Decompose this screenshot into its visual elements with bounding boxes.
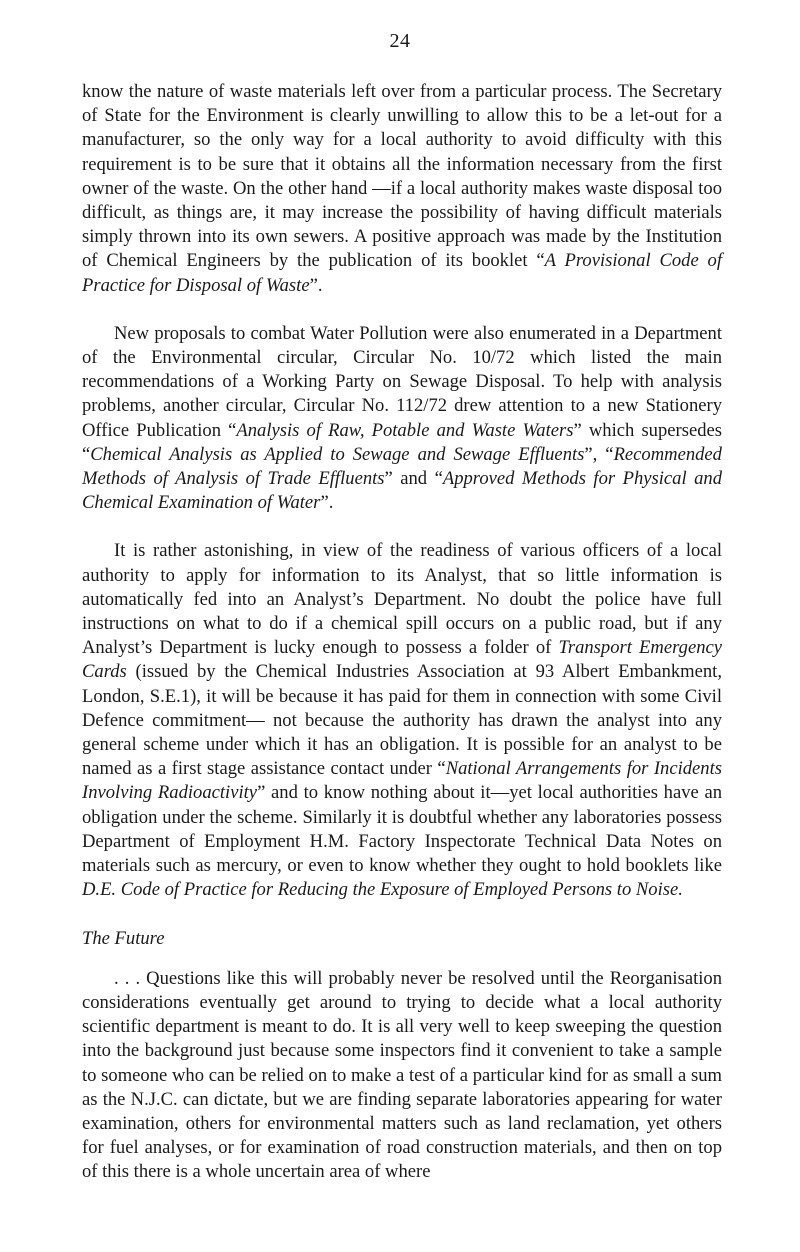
text-run: It is rather astonishing, in view of the readiness of various officers of a local authority to apply for information to its Analyst, that so little information is automatically fed into an Analyst’s Department. No doubt the police have full instructions on what to do if a chemical spill occurs on a public road, but if any Analyst’s Department is lucky enough to possess a folder of bbox=[82, 540, 722, 659]
text-run: . . . Questions like this will probably never be resolved until the Reorganisation considerations eventually get around to trying to decide what a local authority scientific department is meant to do. It is all very well to keep sweeping the question into the background just because some inspectors find it convenient to take a sample to someone who can be relied on to make a test of a particular kind for as small a sum as the N.J.C. can dictate, but we are finding separate laboratories appearing for water examination, others for environmental matters such as land reclamation, yet others for fuel analyses, or for examination of road construction materials, and then on top of this there is a whole uncertain area of where bbox=[82, 967, 722, 1183]
body-text bbox=[82, 80, 722, 1185]
text-run: ”. bbox=[309, 274, 323, 296]
paragraph-1 bbox=[82, 80, 722, 298]
paragraph-4 bbox=[82, 967, 722, 1185]
italic-title: A Provisional Code of Practice for Disposal of Waste bbox=[82, 250, 722, 296]
text-run: ”, “ bbox=[584, 443, 614, 465]
paragraph-3 bbox=[82, 539, 722, 902]
text-run: know the nature of waste materials left over from a particular process. The Secretary of State for the Environment is clearly unwilling to allow this to be a let-out for a manufacturer, so the only way for a local authority to avoid difficulty with this requirement is to be sure that it obtains all the information necessary from the first owner of the waste. On the other hand —if a local authority makes waste disposal too difficult, as things are, it may increase the possibility of having difficult materials simply thrown into its own sewers. A positive approach was made by the Institution of Chemical Engineers by the publication of its booklet “ bbox=[82, 81, 722, 272]
text-run: ” and to know nothing about it—yet local authorities have an obligation under the scheme. Similarly it is doubtful whether any laboratories possess Department of Employment H.M. Factory Inspectorate Technical Data Notes on materials such as mercury, or even to know whether they ought to hold booklets like bbox=[82, 782, 723, 877]
italic-title: Analysis of Raw, Potable and Waste Waters bbox=[236, 419, 574, 441]
page-number: 24 bbox=[389, 30, 411, 52]
paragraph-2 bbox=[82, 322, 722, 516]
italic-title: Chemical Analysis as Applied to Sewage and Sewage Effluents bbox=[90, 443, 585, 465]
text-run: ” and “ bbox=[384, 468, 443, 490]
italic-title: Approved Methods for Physical and Chemical Examination of Water bbox=[82, 468, 722, 514]
text-run: ” which supersedes “ bbox=[82, 419, 722, 465]
text-run: ”. bbox=[320, 492, 334, 514]
italic-title: Transport Emergency Cards bbox=[82, 637, 722, 683]
italic-title: D.E. Code of Practice for Reducing the Exposure of Employed Persons to Noise. bbox=[82, 879, 683, 901]
text-run: New proposals to combat Water Pollution were also enumerated in a Department of the Environmental circular, Circular No. 10/72 which listed the main recommendations of a Working Party on Sewage Disposal. To help with analysis problems, another circular, Circular No. 112/72 drew attention to a new Stationery Office Publication “ bbox=[82, 322, 722, 441]
italic-title: Recommended Methods of Analysis of Trade Effluents bbox=[82, 443, 722, 490]
italic-title: National Arrangements for Incidents Involving Radioactivity bbox=[82, 758, 722, 804]
section-heading: The Future bbox=[82, 927, 165, 949]
text-run: (issued by the Chemical Industries Association at 93 Albert Embankment, London, S.E.1), it will be because it has paid for them in connection with some Civil Defence commitment— not because the authority has drawn the analyst into any general scheme under which it has an obligation. It is possible for an analyst to be named as a first stage assistance contact under “ bbox=[82, 661, 722, 780]
